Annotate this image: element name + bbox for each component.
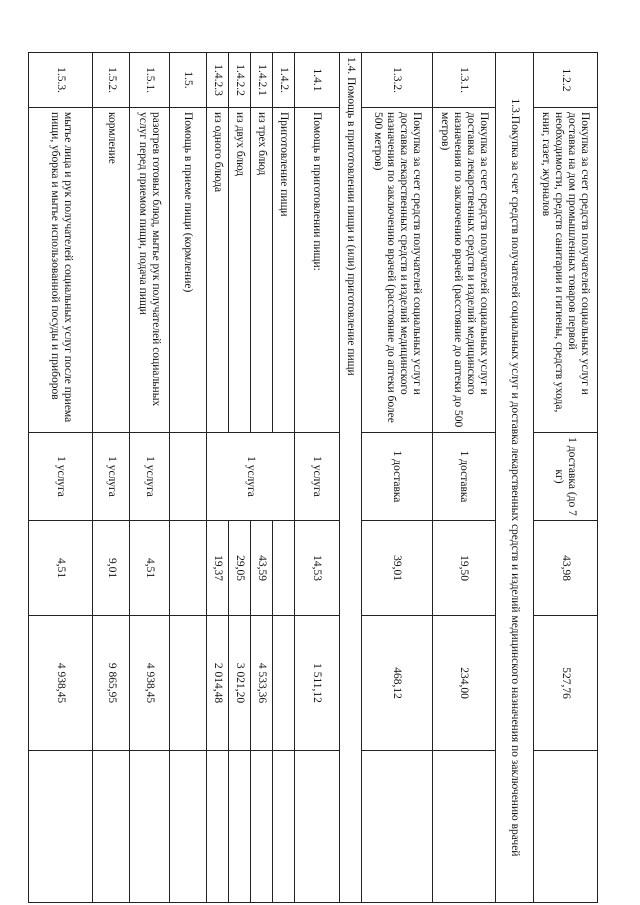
service-unit: 1 услуга [206,433,295,521]
services-price-table [28,52,598,903]
service-description: Приготовление пищи [273,108,295,433]
empty-cell [432,751,495,903]
service-description: Покупка за счет средств получателей социальных услуг и доставка лекарственных средств и изделий медицинского назначения по заключению врачей (расстояние до аптеки более 500 метров) [361,108,432,433]
service-sum [273,616,295,751]
service-description: Покупка за счет средств получателей социальных услуг и доставка на дом промышленных товаров первой необходимости, средств санитарии и гигиены, средств ухода, книг, газет, журналов [533,108,597,433]
empty-cell [295,751,339,903]
empty-cell [130,751,170,903]
service-price: 19,37 [206,521,228,616]
service-sum: 1 511,12 [295,616,339,751]
table-row [361,53,432,903]
service-sum: 9 865,95 [93,616,130,751]
row-number: 1.3.1. [432,53,495,108]
empty-cell [361,751,432,903]
service-sum: 234,00 [432,616,495,751]
service-price: 4,51 [29,521,93,616]
empty-cell [533,751,597,903]
service-unit [169,433,206,521]
empty-cell [250,751,272,903]
table-row [533,53,597,903]
service-description: Помощь в приеме пищи (кормление) [169,108,206,433]
service-unit: 1 доставка [361,433,432,521]
row-number: 1.4.2.2 [228,53,250,108]
row-number: 1.4.1 [295,53,339,108]
service-sum: 4 938,45 [130,616,170,751]
service-sum: 527,76 [533,616,597,751]
service-price: 29,05 [228,521,250,616]
service-description: Покупка за счет средств получателей социальных услуг и доставка лекарственных средств и изделий медицинского назначения по заключению врачей (расстояние до аптеки до 500 метров) [432,108,495,433]
service-description: из одного блюда [206,108,228,433]
service-description: разогрев готовых блюд, мытье рук получателей социальных услуг перед приемом пищи, подача пищи [130,108,170,433]
service-unit: 1 услуга [130,433,170,521]
service-description: из трех блюд [250,108,272,433]
table-row [93,53,130,903]
service-description: Помощь в приготовлении пищи: [295,108,339,433]
service-unit: 1 услуга [29,433,93,521]
service-price: 14,53 [295,521,339,616]
section-heading: 1.3.Покупка за счет средств получателей социальных услуг и доставка лекарственных средств и изделий медицинского назначения по заключению врачей [495,53,533,903]
empty-cell [273,751,295,903]
service-description: из двух блюд [228,108,250,433]
empty-cell [206,751,228,903]
empty-cell [93,751,130,903]
row-number: 1.5.3. [29,53,93,108]
section-heading: 1.4. Помощь в приготовлении пищи и (или) приготовление пищи [339,53,361,903]
service-unit: 1 услуга [295,433,339,521]
service-price [273,521,295,616]
service-sum: 4 938,45 [29,616,93,751]
service-sum [169,616,206,751]
row-number: 1.3.2. [361,53,432,108]
service-description: кормление [93,108,130,433]
row-number: 1.4.2. [273,53,295,108]
row-number: 1.4.2.1 [250,53,272,108]
empty-cell [29,751,93,903]
table-row [273,53,295,903]
row-number: 1.5.2. [93,53,130,108]
service-sum: 3 021,20 [228,616,250,751]
row-number: 1.5.1. [130,53,170,108]
service-price [169,521,206,616]
table-row [295,53,339,903]
rotated-document-page [28,52,598,902]
empty-cell [228,751,250,903]
service-price: 39,01 [361,521,432,616]
service-sum: 468,12 [361,616,432,751]
table-row [169,53,206,903]
service-sum: 4 533,36 [250,616,272,751]
service-price: 4,51 [130,521,170,616]
row-number: 1.2.2 [533,53,597,108]
service-unit: 1 доставка [432,433,495,521]
empty-cell [169,751,206,903]
service-price: 9,01 [93,521,130,616]
section-row [495,53,533,903]
service-unit: 1 доставка (до 7 кг) [533,433,597,521]
table-row [432,53,495,903]
service-price: 43,98 [533,521,597,616]
row-number: 1.4.2.3 [206,53,228,108]
service-description: мытье лица и рук получателей социальных услуг после приема пищи, уборка и мытье использованной посуды и приборов [29,108,93,433]
service-price: 19,50 [432,521,495,616]
table-row [29,53,93,903]
service-price: 43,59 [250,521,272,616]
row-number: 1.5. [169,53,206,108]
service-unit: 1 услуга [93,433,130,521]
table-row [130,53,170,903]
section-row [339,53,361,903]
service-sum: 2 014,48 [206,616,228,751]
